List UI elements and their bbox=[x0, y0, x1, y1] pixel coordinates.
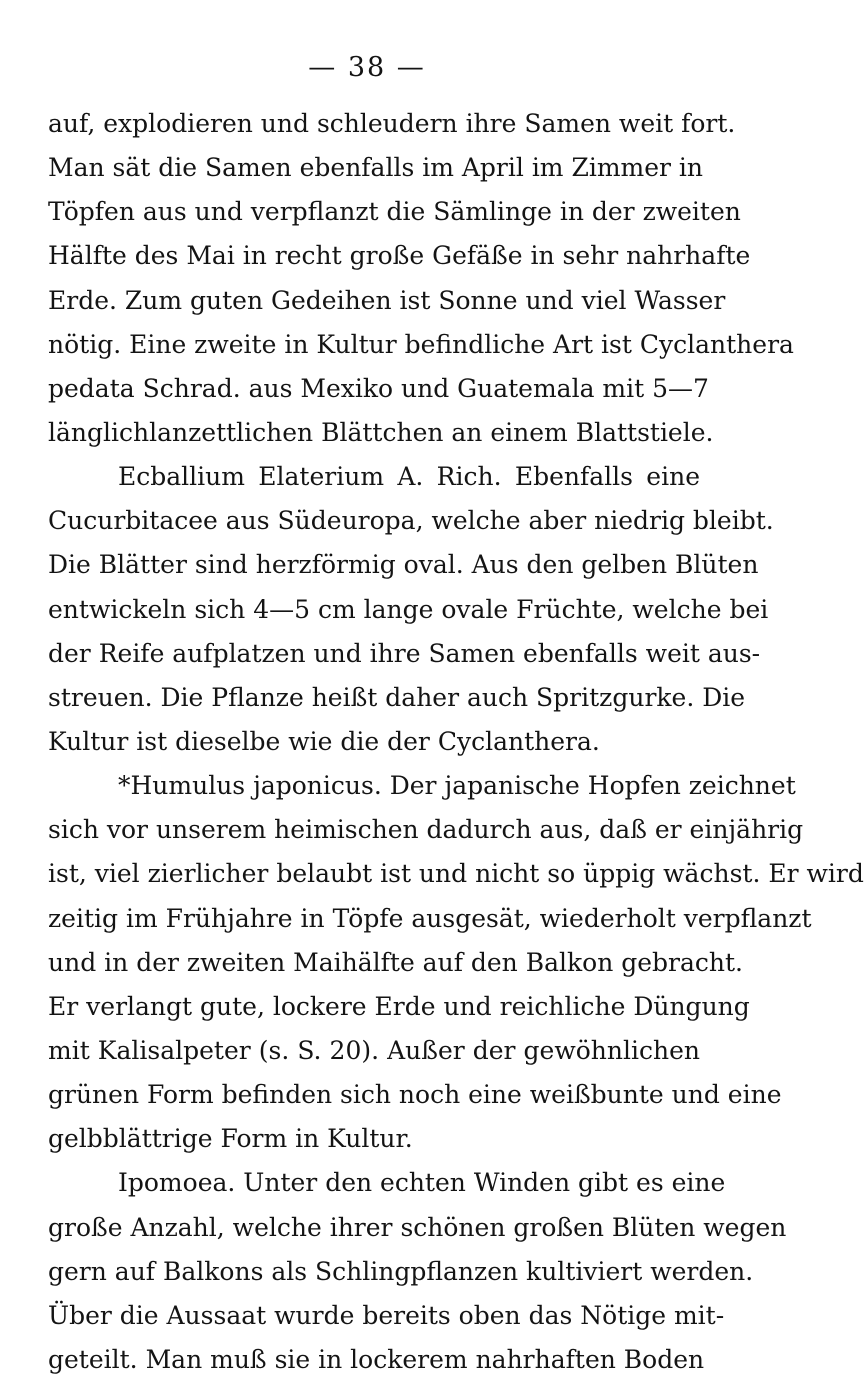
text-line: streuen. Die Pflanze heißt daher auch Spritzgurke. Die bbox=[48, 682, 746, 712]
text-line: Man sät die Samen ebenfalls im April im Zimmer in bbox=[48, 153, 704, 183]
text-line: Die Blätter sind herzförmig oval. Aus den gelben Blüten bbox=[48, 550, 759, 580]
text-line: nötig. Eine zweite in Kultur befindliche Art ist Cyclanthera bbox=[48, 329, 794, 359]
text-line: geteilt. Man muß sie in lockerem nahrhaften Boden bbox=[48, 1344, 705, 1374]
page-number: — 38 — bbox=[308, 52, 426, 83]
text-line: der Reife aufplatzen und ihre Samen ebenfalls weit aus- bbox=[48, 638, 761, 668]
text-line: Kultur ist dieselbe wie die der Cyclanthera. bbox=[48, 726, 600, 756]
text-line: Über die Aussaat wurde bereits oben das Nötige mit- bbox=[48, 1300, 725, 1330]
text-line: ist, viel zierlicher belaubt ist und nicht so üppig wächst. Er wird bbox=[48, 859, 864, 889]
text-line: Töpfen aus und verpflanzt die Sämlinge in der zweiten bbox=[48, 197, 741, 227]
paragraph-start-line: Ecballium Elaterium A. Rich. Ebenfalls eine bbox=[118, 462, 700, 492]
text-line: sich vor unserem heimischen dadurch aus, daß er einjährig bbox=[48, 815, 804, 845]
text-line: Er verlangt gute, lockere Erde und reichliche Düngung bbox=[48, 991, 750, 1021]
text-line: pedata Schrad. aus Mexiko und Guatemala mit 5—7 bbox=[48, 373, 709, 403]
text-line: Erde. Zum guten Gedeihen ist Sonne und viel Wasser bbox=[48, 285, 726, 315]
text-line: gelbblättrige Form in Kultur. bbox=[48, 1124, 413, 1154]
paragraph-start-line: Ipomoea. Unter den echten Winden gibt es eine bbox=[118, 1168, 726, 1198]
text-line: zeitig im Frühjahre in Töpfe ausgesät, wiederholt verpflanzt bbox=[48, 903, 812, 933]
text-line: Hälfte des Mai in recht große Gefäße in sehr nahrhafte bbox=[48, 241, 751, 271]
text-line: länglichlanzettlichen Blättchen an einem Blattstiele. bbox=[48, 417, 714, 447]
body-text bbox=[48, 102, 864, 1382]
text-line: Cucurbitacee aus Südeuropa, welche aber niedrig bleibt. bbox=[48, 506, 774, 536]
text-line: große Anzahl, welche ihrer schönen großen Blüten wegen bbox=[48, 1212, 787, 1242]
text-line: und in der zweiten Maihälfte auf den Balkon gebracht. bbox=[48, 947, 744, 977]
text-line: auf, explodieren und schleudern ihre Samen weit fort. bbox=[48, 109, 736, 138]
text-line: gern auf Balkons als Schlingpflanzen kultiviert werden. bbox=[48, 1256, 754, 1286]
text-line: entwickeln sich 4—5 cm lange ovale Früchte, welche bei bbox=[48, 594, 769, 624]
text-line: mit Kalisalpeter (s. S. 20). Außer der gewöhnlichen bbox=[48, 1035, 700, 1065]
text-line: grünen Form befinden sich noch eine weißbunte und eine bbox=[48, 1080, 782, 1110]
paragraph-start-line: *Humulus japonicus. Der japanische Hopfen zeichnet bbox=[118, 771, 796, 801]
